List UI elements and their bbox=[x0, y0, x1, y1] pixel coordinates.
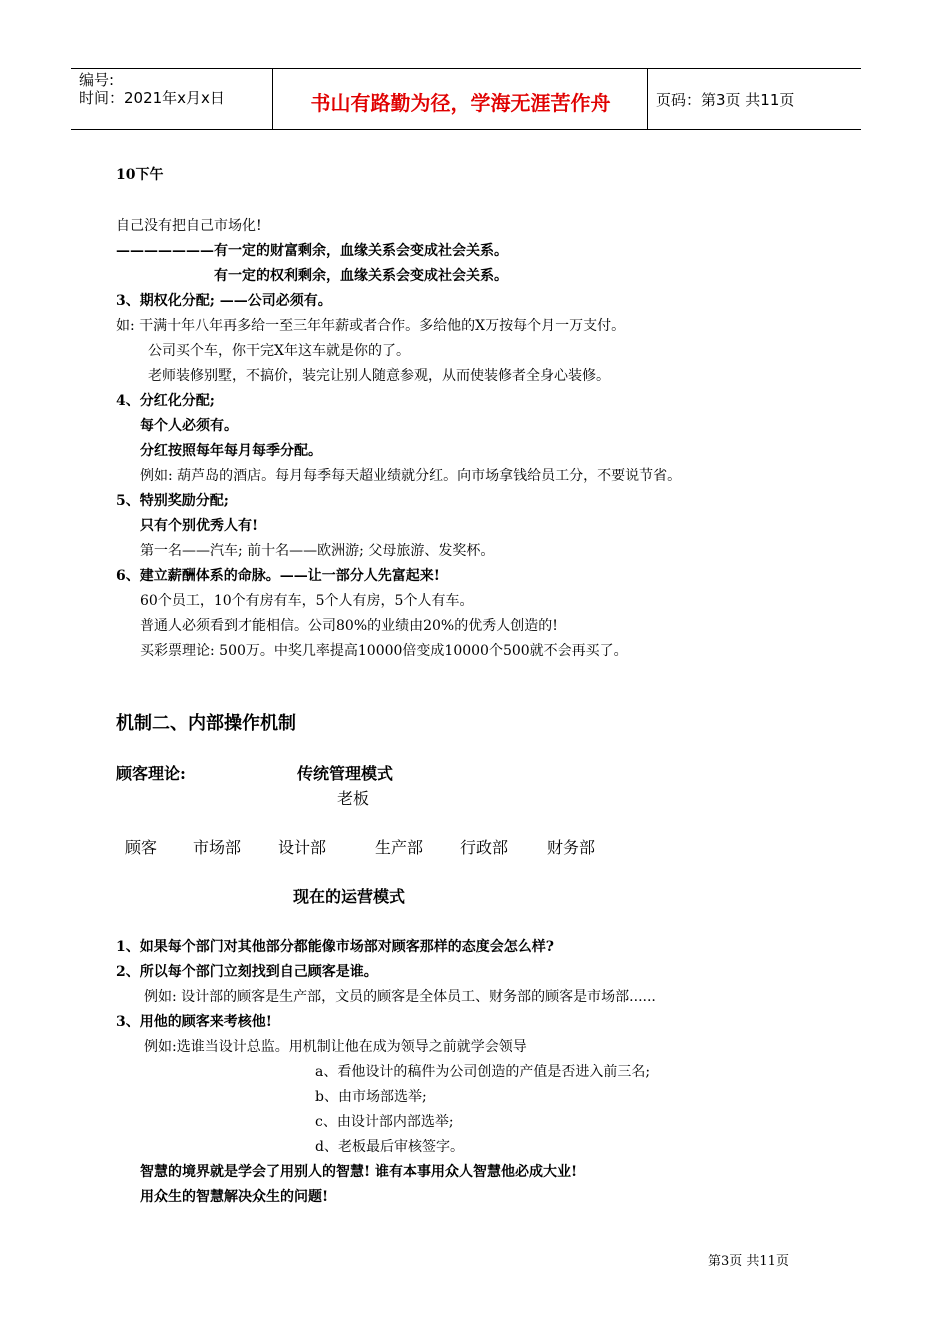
text-line: c、由设计部内部选举; bbox=[315, 1114, 454, 1130]
text-line: 3、期权化分配; ——公司必须有。 bbox=[116, 293, 332, 309]
text-line: 第一名——汽车; 前十名——欧洲游; 父母旅游、发奖杯。 bbox=[140, 543, 495, 559]
text-line: 1、如果每个部门对其他部分都能像市场部对顾客那样的态度会怎么样? bbox=[116, 939, 554, 955]
header-motto: 书山有路勤为径，学海无涯苦作舟 bbox=[310, 91, 611, 115]
text-line: 2、所以每个部门立刻找到自己顾客是谁。 bbox=[116, 964, 378, 980]
text-line: 用众生的智慧解决众生的问题! bbox=[140, 1189, 329, 1205]
text-line: 4、分红化分配; bbox=[116, 393, 215, 409]
text-line: 老师装修别墅，不搞价，装完让别人随意参观，从而使装修者全身心装修。 bbox=[148, 368, 610, 384]
header-meta bbox=[79, 71, 225, 107]
text-line: 老板 bbox=[337, 789, 370, 808]
department-label: 设计部 bbox=[278, 838, 327, 857]
text-line: 智慧的境界就是学会了用别人的智慧! 谁有本事用众人智慧他必成大业! bbox=[140, 1164, 578, 1180]
text-line: 公司买个车，你干完X年这车就是你的了。 bbox=[148, 343, 410, 359]
department-label: 顾客 bbox=[125, 838, 158, 857]
text-line: 例如:选谁当设计总监。用机制让他在成为领导之前就学会领导 bbox=[144, 1039, 527, 1055]
text-line: 例如: 葫芦岛的酒店。每月每季每天超业绩就分红。向市场拿钱给员工分，不要说节省。 bbox=[140, 468, 682, 484]
text-line: 现在的运营模式 bbox=[293, 887, 406, 906]
text-line: 例如: 设计部的顾客是生产部，文员的顾客是全体员工、财务部的顾客是市场部...... bbox=[144, 989, 656, 1005]
text-line: ———————有一定的财富剩余，血缘关系会变成社会关系。 bbox=[116, 243, 508, 259]
text-line: 10下午 bbox=[116, 167, 164, 183]
header-divider bbox=[272, 69, 273, 129]
text-line: 有一定的权利剩余，血缘关系会变成社会关系。 bbox=[214, 268, 508, 284]
page-footer: 第3页 共11页 bbox=[708, 1254, 789, 1269]
page-header bbox=[71, 68, 861, 130]
text-line: 顾客理论: bbox=[116, 764, 186, 783]
number-label: 编号: bbox=[79, 71, 115, 89]
text-line: 买彩票理论: 500万。中奖几率提高10000倍变成10000个500就不会再买了。 bbox=[140, 643, 628, 659]
text-line: 传统管理模式 bbox=[297, 764, 394, 783]
text-line: b、由市场部选举; bbox=[315, 1089, 427, 1105]
text-line: 5、特别奖励分配; bbox=[116, 493, 229, 509]
department-label: 生产部 bbox=[375, 838, 424, 857]
text-line: d、老板最后审核签字。 bbox=[315, 1139, 464, 1155]
text-line: 普通人必须看到才能相信。公司80%的业绩由20%的优秀人创造的! bbox=[140, 618, 558, 634]
text-line: 3、用他的顾客来考核他! bbox=[116, 1014, 272, 1030]
text-line: 每个人必须有。 bbox=[140, 418, 238, 434]
text-line: 6、建立薪酬体系的命脉。——让一部分人先富起来! bbox=[116, 568, 440, 584]
department-label: 市场部 bbox=[193, 838, 242, 857]
header-page-number: 页码：第3页 共11页 bbox=[656, 91, 795, 109]
text-line: 如: 干满十年八年再多给一至三年年薪或者合作。多给他的X万按每个月一万支付。 bbox=[116, 318, 626, 334]
text-line: 自己没有把自己市场化! bbox=[116, 218, 262, 234]
text-line: 分红按照每年每月每季分配。 bbox=[140, 443, 322, 459]
header-divider bbox=[647, 69, 648, 129]
department-label: 财务部 bbox=[547, 838, 596, 857]
text-line: 只有个别优秀人有! bbox=[140, 518, 259, 534]
text-line: 60个员工，10个有房有车，5个人有房，5个人有车。 bbox=[140, 593, 474, 609]
section-heading: 机制二、内部操作机制 bbox=[116, 713, 296, 734]
time-label: 时间：2021年x月x日 bbox=[79, 89, 225, 107]
department-label: 行政部 bbox=[460, 838, 509, 857]
text-line: a、看他设计的稿件为公司创造的产值是否进入前三名; bbox=[315, 1064, 651, 1080]
